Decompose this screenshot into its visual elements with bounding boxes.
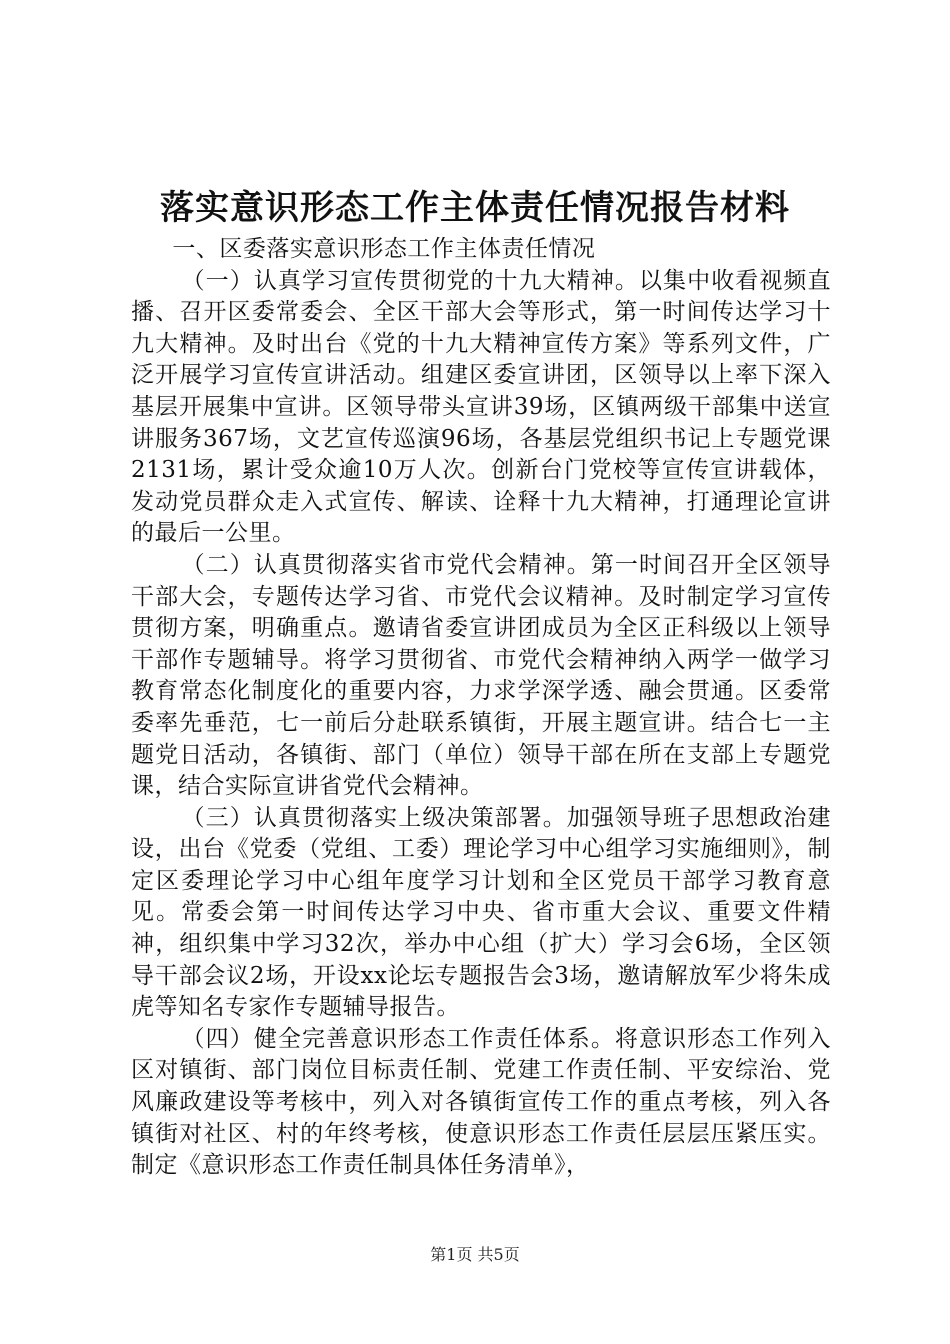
document-title: 落实意识形态工作主体责任情况报告材料	[160, 188, 790, 228]
paragraph-2: （二）认真贯彻落实省市党代会精神。第一时间召开全区领导干部大会，专题传达学习省、市党代会议精神。及时制定学习宣传贯彻方案，明确重点。邀请省委宣讲团成员为全区正科级以上领导干部作专题辅导。将学习贯彻省、市党代会精神纳入两学一做学习教育常态化制度化的重要内容，力求学深学透、融会贯通。区委常委率先垂范，七一前后分赴联系镇街，开展主题宣讲。结合七一主题党日活动，各镇街、部门（单位）领导干部在所在支部上专题党课，结合实际宣讲省党代会精神。	[131, 551, 831, 800]
paragraph-4: （四）健全完善意识形态工作责任体系。将意识形态工作列入区对镇街、部门岗位目标责任制、党建工作责任制、平安综治、党风廉政建设等考核中，列入对各镇街宣传工作的重点考核，列入各镇街对社区、村的年终考核，使意识形态工作责任层层压紧压实。制定《意识形态工作责任制具体任务清单》，	[131, 1025, 831, 1179]
section-heading: 一、区委落实意识形态工作主体责任情况	[172, 236, 596, 262]
paragraph-1: （一）认真学习宣传贯彻党的十九大精神。以集中收看视频直播、召开区委常委会、全区干部大会等形式，第一时间传达学习十九大精神。及时出台《党的十九大精神宣传方案》等系列文件，广泛开展学习宣传宣讲活动。组建区委宣讲团，区领导以上率下深入基层开展集中宣讲。区领导带头宣讲39场，区镇两级干部集中送宣讲服务367场，文艺宣传巡演96场，各基层党组织书记上专题党课2131场，累计受众逾10万人次。创新台门党校等宣传宣讲载体，发动党员群众走入式宣传、解读、诠释十九大精神，打通理论宣讲的最后一公里。	[131, 267, 831, 547]
page-footer: 第1页 共5页	[430, 1245, 520, 1264]
document-body	[131, 234, 831, 1182]
paragraph-3: （三）认真贯彻落实上级决策部署。加强领导班子思想政治建设，出台《党委（党组、工委）理论学习中心组学习实施细则》，制定区委理论学习中心组年度学习计划和全区党员干部学习教育意见。常委会第一时间传达学习中央、省市重大会议、重要文件精神，组织集中学习32次，举办中心组（扩大）学习会6场，全区领导干部会议2场，开设xx论坛专题报告会3场，邀请解放军少将朱成虎等知名专家作专题辅导报告。	[131, 804, 831, 1021]
